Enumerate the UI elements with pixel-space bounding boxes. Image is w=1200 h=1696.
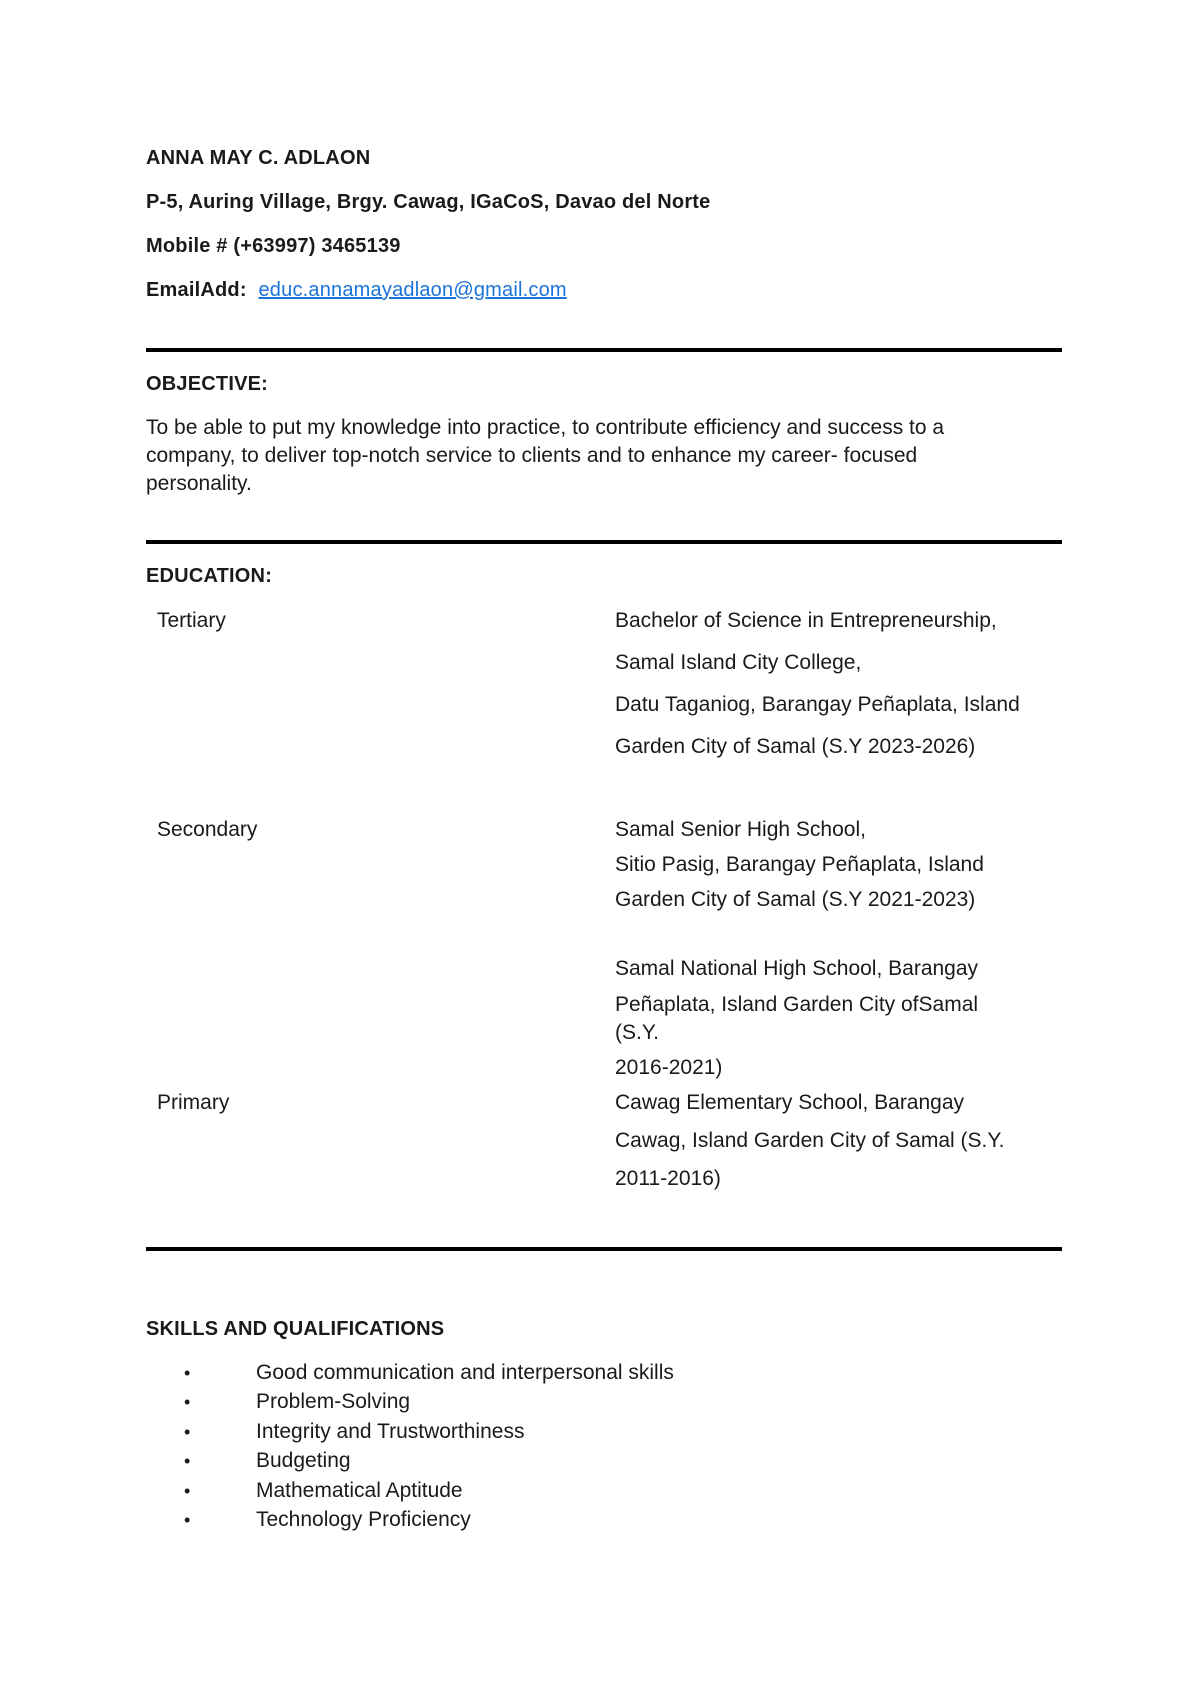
objective-heading: OBJECTIVE: bbox=[146, 373, 269, 395]
secondary-detail-line: (S.Y. bbox=[615, 1021, 659, 1044]
mobile-number: Mobile # (+63997) 3465139 bbox=[146, 235, 401, 257]
resume-name: ANNA MAY C. ADLAON bbox=[146, 147, 371, 169]
skill-item: Mathematical Aptitude bbox=[256, 1479, 463, 1502]
section-divider bbox=[146, 540, 1062, 544]
skill-item: Good communication and interpersonal skills bbox=[256, 1361, 674, 1384]
bullet-icon: • bbox=[184, 1363, 191, 1383]
primary-detail-line: Cawag Elementary School, Barangay bbox=[615, 1091, 965, 1114]
bullet-icon: • bbox=[184, 1481, 191, 1501]
email-link[interactable]: educ.annamayadlaon@gmail.com bbox=[258, 279, 567, 301]
education-heading: EDUCATION: bbox=[146, 565, 273, 587]
skill-item: Problem-Solving bbox=[256, 1390, 411, 1413]
secondary-detail-line: Samal National High School, Barangay bbox=[615, 957, 979, 980]
secondary-detail-line: Sitio Pasig, Barangay Peñaplata, Island bbox=[615, 853, 984, 876]
secondary-detail-line: Garden City of Samal (S.Y 2021-2023) bbox=[615, 888, 976, 911]
education-level-secondary: Secondary bbox=[157, 818, 258, 841]
skill-item: Technology Proficiency bbox=[256, 1508, 471, 1531]
address: P-5, Auring Village, Brgy. Cawag, IGaCoS, Davao del Norte bbox=[146, 191, 711, 213]
email-label: EmailAdd: bbox=[146, 279, 247, 301]
bullet-icon: • bbox=[184, 1392, 191, 1412]
tertiary-detail-line: Bachelor of Science in Entrepreneurship, bbox=[615, 609, 997, 632]
objective-line: company, to deliver top-notch service to clients and to enhance my career- focused bbox=[146, 444, 918, 467]
section-divider bbox=[146, 348, 1062, 352]
skills-heading: SKILLS AND QUALIFICATIONS bbox=[146, 1318, 445, 1340]
tertiary-detail-line: Datu Taganiog, Barangay Peñaplata, Island bbox=[615, 693, 1020, 716]
education-level-tertiary: Tertiary bbox=[157, 609, 226, 632]
tertiary-detail-line: Garden City of Samal (S.Y 2023-2026) bbox=[615, 735, 976, 758]
bullet-icon: • bbox=[184, 1510, 191, 1530]
secondary-detail-line: 2016-2021) bbox=[615, 1056, 723, 1079]
primary-detail-line: Cawag, Island Garden City of Samal (S.Y. bbox=[615, 1129, 1005, 1152]
objective-line: personality. bbox=[146, 472, 252, 495]
email-line bbox=[146, 279, 567, 302]
section-divider bbox=[146, 1247, 1062, 1251]
bullet-icon: • bbox=[184, 1451, 191, 1471]
tertiary-detail-line: Samal Island City College, bbox=[615, 651, 862, 674]
bullet-icon: • bbox=[184, 1422, 191, 1442]
secondary-detail-line: Peñaplata, Island Garden City ofSamal bbox=[615, 993, 979, 1016]
secondary-detail-line: Samal Senior High School, bbox=[615, 818, 866, 841]
primary-detail-line: 2011-2016) bbox=[615, 1167, 721, 1190]
skill-item: Budgeting bbox=[256, 1449, 351, 1472]
skill-item: Integrity and Trustworthiness bbox=[256, 1420, 525, 1443]
education-level-primary: Primary bbox=[157, 1091, 230, 1114]
objective-line: To be able to put my knowledge into practice, to contribute efficiency and success to a bbox=[146, 416, 945, 439]
